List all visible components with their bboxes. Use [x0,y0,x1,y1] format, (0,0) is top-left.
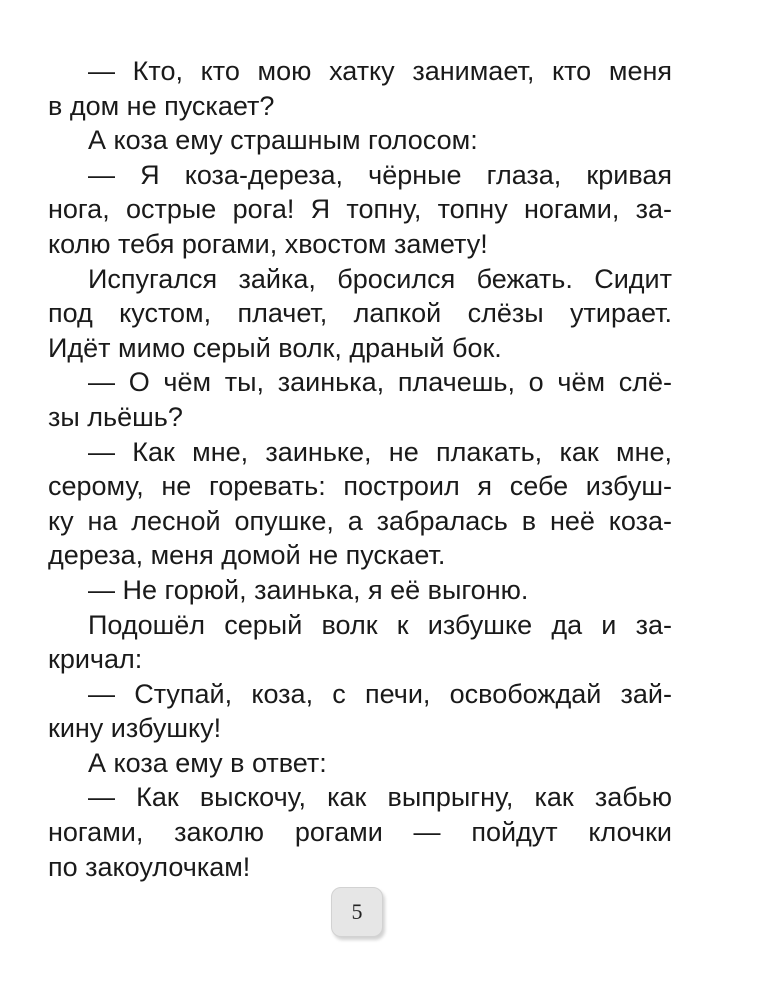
text-line: ногами, заколю рогами — пойдут клочки [48,817,672,848]
text-line: — Не горюй, заинька, я её выгоню. [88,574,529,605]
text-line: — Как выскочу, как выпрыгну, как забью [88,782,672,813]
text-line: кричал: [48,644,143,675]
text-line: по закоулочкам! [48,851,251,882]
story-text [48,54,672,884]
text-line: в дом не пускает? [48,90,275,121]
text-line: — Ступай, коза, с печи, освобождай зай- [88,678,672,709]
text-line: ку на лесной опушке, а забралась в неё коза- [48,505,672,536]
text-line: Идёт мимо серый волк, драный бок. [48,332,502,363]
page-number: 5 [351,899,363,924]
text-line: — Кто, кто мою хатку занимает, кто меня [88,56,672,86]
text-line: — Я коза-дереза, чёрные глаза, кривая [88,159,672,190]
text-line: колю тебя рогами, хвостом замету! [48,228,488,259]
text-line: Подошёл серый волк к избушке да и за- [88,609,672,640]
text-line: дереза, меня домой не пускает. [48,540,446,571]
text-line: А коза ему в ответ: [88,747,327,778]
text-line: кину избушку! [48,713,222,744]
text-line: серому, не горевать: построил я себе избуш- [48,471,672,502]
text-line: зы льёшь? [48,401,183,432]
text-line: нога, острые рога! Я топну, топну ногами, за- [48,194,672,225]
page-number-badge [331,887,383,937]
text-line: А коза ему страшным голосом: [88,125,478,156]
text-line: под кустом, плачет, лапкой слёзы утирает. [48,298,672,329]
text-line: — Как мне, заиньке, не плакать, как мне, [88,436,672,467]
text-line: Испугался зайка, бросился бежать. Сидит [88,263,672,294]
text-line: — О чём ты, заинька, плачешь, о чём слё- [88,367,672,398]
